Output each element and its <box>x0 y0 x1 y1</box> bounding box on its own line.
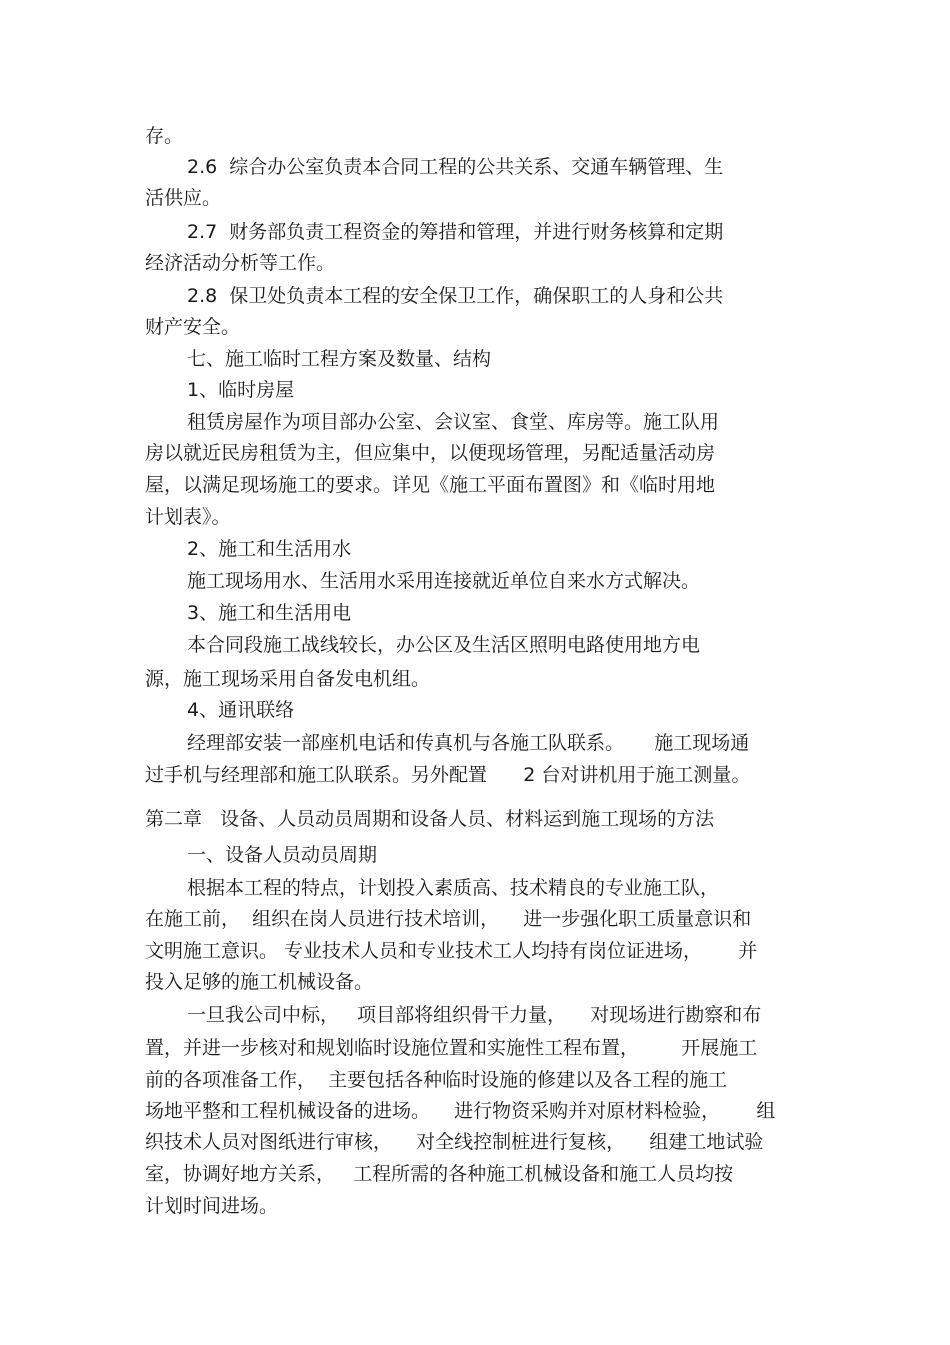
text-line-31: 场地平整和工程机械设备的进场。 进行物资采购并对原材料检验， 组 <box>145 1100 776 1122</box>
text-line-17: 本合同段施工战线较长，办公区及生活区照明电路使用地方电 <box>187 634 701 656</box>
text-line-24: 根据本工程的特点，计划投入素质高、技术精良的专业施工队， <box>187 877 720 899</box>
text-line-25: 在施工前， 组织在岗人员进行技术培训， 进一步强化职工质量意识和 <box>145 908 752 930</box>
subheading-communication: 4、通讯联络 <box>187 699 295 721</box>
text-line-28: 一旦我公司中标， 项目部将组织骨干力量， 对现场进行勘察和布 <box>187 1004 762 1026</box>
text-line-5: 经济活动分析等工作。 <box>145 252 336 274</box>
text-line-26: 文明施工意识。 专业技术人员和专业技术工人均持有岗位证进场， 并 <box>145 940 758 962</box>
text-line-20: 经理部安装一部座机电话和传真机与各施工队联系。 施工现场通 <box>187 732 750 754</box>
chapter-heading-2: 第二章 设备、人员动员周期和设备人员、材料运到施工现场的方法 <box>145 808 715 830</box>
text-line-27: 投入足够的施工机械设备。 <box>145 971 374 993</box>
text-line-13: 计划表》。 <box>145 506 231 528</box>
text-line-1: 存。 <box>145 125 184 147</box>
text-line-32: 织技术人员对图纸进行审核， 对全线控制桩进行复核， 组建工地试验 <box>145 1131 764 1153</box>
subheading-temporary-housing: 1、临时房屋 <box>187 379 295 401</box>
text-line-33: 室，协调好地方关系， 工程所需的各种施工机械设备和施工人员均按 <box>145 1163 734 1185</box>
text-line-34: 计划时间进场。 <box>145 1195 279 1217</box>
text-line-2: 2.6 综合办公室负责本合同工程的公共关系、交通车辆管理、生 <box>187 156 724 178</box>
text-line-18: 源，施工现场采用自备发电机组。 <box>145 668 431 690</box>
text-line-15: 施工现场用水、生活用水采用连接就近单位自来水方式解决。 <box>187 570 701 592</box>
subheading-electricity: 3、施工和生活用电 <box>187 602 352 624</box>
text-line-12: 屋，以满足现场施工的要求。详见《施工平面布置图》和《临时用地 <box>145 474 716 496</box>
text-line-10: 租赁房屋作为项目部办公室、会议室、食堂、库房等。施工队用 <box>187 411 720 433</box>
text-line-21: 过手机与经理部和施工队联系。另外配置 2 台对讲机用于施工测量。 <box>145 764 751 786</box>
text-line-4: 2.7 财务部负责工程资金的筹措和管理，并进行财务核算和定期 <box>187 221 724 243</box>
section-heading-7: 七、施工临时工程方案及数量、结构 <box>187 348 492 370</box>
text-line-29: 置，并进一步核对和规划临时设施位置和实施性工程布置， 开展施工 <box>145 1037 758 1059</box>
text-line-30: 前的各项准备工作， 主要包括各种临时设施的修建以及各工程的施工 <box>145 1069 728 1091</box>
subheading-water: 2、施工和生活用水 <box>187 538 352 560</box>
section-heading-1: 一、设备人员动员周期 <box>187 844 378 866</box>
text-line-7: 财产安全。 <box>145 316 241 338</box>
text-line-3: 活供应。 <box>145 187 222 209</box>
text-line-6: 2.8 保卫处负责本工程的安全保卫工作，确保职工的人身和公共 <box>187 285 724 307</box>
text-line-11: 房以就近民房租赁为主，但应集中，以便现场管理，另配适量活动房 <box>145 442 716 464</box>
